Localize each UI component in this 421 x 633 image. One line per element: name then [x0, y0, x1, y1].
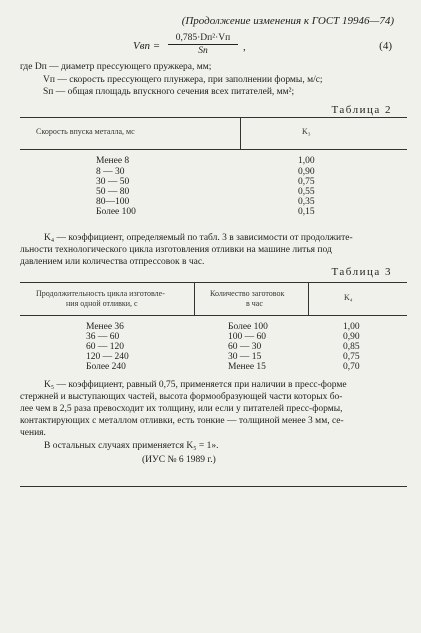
table2-header: K₃ [302, 127, 311, 136]
table-cell: 60 — 30 [228, 342, 262, 352]
table3-header: ния одной отливки, с [66, 299, 138, 308]
table-cell: 60 — 120 [86, 342, 124, 352]
paragraph-line: K₅ — коэффициент, равный 0,75, применяется при наличии в пресс-форме [44, 380, 347, 390]
legend-line: где Dп — диаметр прессующего пружкера, мм; [20, 62, 212, 72]
table-cell: 36 — 60 [86, 332, 120, 342]
formula-fraction [168, 33, 238, 56]
paragraph-line: давлением или количества отпрессовок в час. [20, 257, 205, 267]
legend-line: Sп — общая площадь впускного сечения всех питателей, мм²; [43, 87, 295, 97]
table-cell: Менее 8 [96, 156, 130, 166]
table2-top-rule [20, 117, 407, 118]
table-cell: 0,75 [343, 352, 360, 362]
table2-header: Скорость впуска металла, мс [36, 127, 135, 136]
table3-header: Продолжительность цикла изготовле- [36, 289, 165, 298]
table-cell: 0,55 [298, 187, 315, 197]
table3-caption: Таблица 3 [331, 266, 392, 278]
table-cell: 8 — 30 [96, 167, 125, 177]
table-cell: 0,85 [343, 342, 360, 352]
table-cell: 0,75 [298, 177, 315, 187]
formula-numerator: 0,785·Dп²·Vп [168, 33, 238, 45]
paragraph-line: контактирующих с металлом отливки, есть тонкие — толщиной менее 3 мм, се- [20, 416, 344, 426]
table-cell: 30 — 50 [96, 177, 130, 187]
table-cell: Менее 15 [228, 362, 266, 372]
table3-column-divider [194, 282, 195, 315]
table-cell: 1,00 [343, 322, 360, 332]
table-cell: 0,70 [343, 362, 360, 372]
table2-header-rule [20, 149, 407, 150]
table3-header: в час [246, 299, 263, 308]
table-cell: Более 240 [86, 362, 126, 372]
table-cell: 0,35 [298, 197, 315, 207]
table-cell: Более 100 [96, 207, 136, 217]
table3-top-rule [20, 282, 407, 283]
table-cell: 120 — 240 [86, 352, 129, 362]
table-cell: Менее 36 [86, 322, 124, 332]
table-cell: 80—100 [96, 197, 130, 207]
table2-caption: Таблица 2 [331, 104, 392, 116]
paragraph-line: льности технологического цикла изготовления отливки на машине литья под [20, 245, 332, 255]
table3-header: Количество заготовок [210, 289, 285, 298]
table-cell: 30 — 15 [228, 352, 262, 362]
table3-column-divider [308, 282, 309, 315]
paragraph-other-cases: В остальных случаях применяется K₅ = 1». [44, 441, 219, 451]
formula-lhs: Vвп = [133, 40, 161, 52]
table-cell: Более 100 [228, 322, 268, 332]
table-cell: 50 — 80 [96, 187, 130, 197]
table-cell: 100 — 60 [228, 332, 266, 342]
table3-header-rule [20, 315, 407, 316]
legend-line: Vп — скорость прессующего плунжера, при заполнении формы, м/с; [43, 75, 323, 85]
table-cell: 0,15 [298, 207, 315, 217]
ius-reference: (ИУС № 6 1989 г.) [142, 455, 216, 465]
formula-denominator: Sп [198, 46, 208, 56]
formula-number: (4) [379, 40, 392, 52]
table3-header: K₄ [344, 293, 353, 302]
table-cell: 0,90 [298, 167, 315, 177]
page-header: (Продолжение изменения к ГОСТ 19946—74) [181, 15, 394, 27]
table-cell: 0,90 [343, 332, 360, 342]
paragraph-line: чения. [20, 428, 46, 438]
paragraph-line: стержней и выступающих частей, высота формообразующей части которых бо- [20, 392, 343, 402]
paragraph-line: лее чем в 2,5 раза превосходит их толщину, или если у питателей пресс-формы, [20, 404, 343, 414]
table-cell: 1,00 [298, 156, 315, 166]
paragraph-line: K₄ — коэффициент, определяемый по табл. 3 в зависимости от продолжите- [44, 233, 353, 243]
bottom-rule [20, 486, 407, 487]
table2-column-divider [240, 117, 241, 149]
formula-trailing: , [243, 41, 246, 53]
